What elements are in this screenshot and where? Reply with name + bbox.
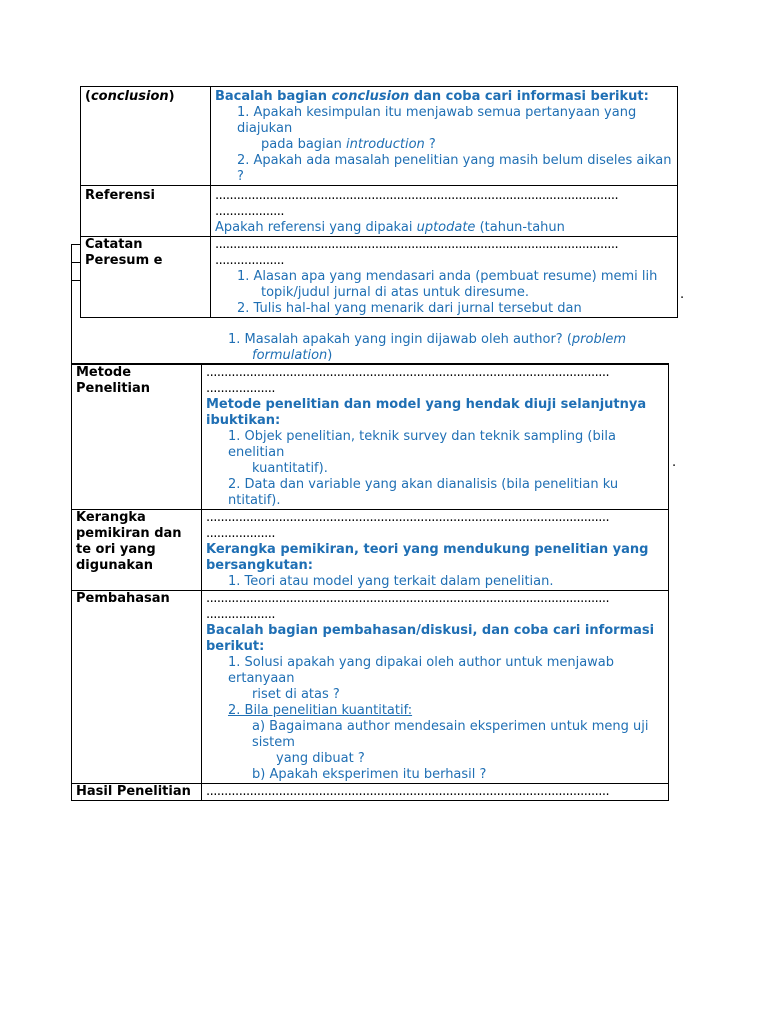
row-kerangka [72, 510, 669, 591]
conclusion-item-2: 2. Apakah ada masalah penelitian yang masih belum diseles aikan ? [237, 153, 672, 184]
metode-heading: Metode penelitian dan model yang hendak diuji selanjutnya ibuktikan: [206, 397, 647, 428]
back-table [71, 332, 669, 801]
metode-label: Metode Penelitian [72, 365, 202, 510]
hasil-label: Hasil Penelitian [72, 784, 202, 801]
referensi-dots-2: ................... [215, 204, 285, 219]
pembahasan-item-1: 1. Solusi apakah yang dipakai oleh author untuk menjawab ertanyaan [228, 655, 615, 686]
stray-dot-2: . [680, 287, 685, 302]
metode-item-1-cont: kuantitatif). [252, 461, 328, 476]
hasil-dots: ............................................................................................................... [206, 784, 610, 799]
kerangka-item-1: 1. Teori atau model yang terkait dalam penelitian. [228, 574, 554, 589]
catatan-dots: ............................................................................................................... [215, 237, 619, 252]
catatan-item-2: 2. Tulis hal-hal yang menarik dari jurnal tersebut dan [237, 301, 582, 316]
metode-content-cell [202, 365, 669, 510]
catatan-item-1: 1. Alasan apa yang mendasari anda (pembuat resume) memi lih [237, 269, 658, 284]
stray-dot-1: . [672, 455, 677, 470]
row-hasil [72, 784, 669, 801]
kerangka-dots: ............................................................................................................... [206, 510, 610, 525]
row-pembahasan [72, 591, 669, 784]
conclusion-item-1: 1. Apakah kesimpulan itu menjawab semua pertanyaan yang diajukan [237, 105, 637, 136]
pembahasan-dots-2: ................... [206, 607, 276, 622]
referensi-label: Referensi [81, 186, 211, 237]
pembahasan-item-2b: b) Apakah eksperimen itu berhasil ? [252, 767, 487, 782]
conclusion-item-1-cont: pada bagian introduction ? [261, 137, 436, 152]
pembahasan-heading: Bacalah bagian pembahasan/diskusi, dan coba cari informasi berikut: [206, 623, 655, 654]
metode-item-1: 1. Objek penelitian, teknik survey dan teknik sampling (bila enelitian [228, 429, 616, 460]
pembahasan-item-2: 2. Bila penelitian kuantitatif: [228, 703, 413, 718]
row-metode [72, 365, 669, 510]
kerangka-heading: Kerangka pemikiran, teori yang mendukung penelitian yang bersangkutan: [206, 542, 649, 573]
kerangka-label: Kerangka pemikiran dan te ori yang digunakan [72, 510, 202, 591]
referensi-content-cell [211, 186, 678, 237]
masalah-item-1: 1. Masalah apakah yang ingin dijawab oleh author? (problem [228, 332, 626, 347]
masalah-item-1-cont: formulation) [252, 348, 333, 363]
conclusion-heading: Bacalah bagian conclusion dan coba cari informasi berikut: [215, 89, 649, 104]
hasil-content-cell [202, 784, 669, 801]
row-catatan [81, 237, 678, 318]
metode-item-2: 2. Data dan variable yang akan dianalisis (bila penelitian ku ntitatif). [228, 477, 619, 508]
row-conclusion [81, 87, 678, 186]
conclusion-label: (conclusion) [81, 87, 211, 186]
metode-dots: ............................................................................................................... [206, 365, 610, 380]
kerangka-content-cell [202, 510, 669, 591]
pembahasan-item-2a-cont: yang dibuat ? [276, 751, 365, 766]
referensi-dots: ............................................................................................................... [215, 188, 619, 203]
catatan-label: Catatan Peresum e [81, 237, 211, 318]
pembahasan-label: Pembahasan [72, 591, 202, 784]
catatan-item-1-cont: topik/judul jurnal di atas untuk diresume. [261, 285, 529, 300]
catatan-dots-2: ................... [215, 253, 285, 268]
metode-dots-2: ................... [206, 381, 276, 396]
front-table [80, 86, 678, 318]
kerangka-dots-2: ................... [206, 526, 276, 541]
pembahasan-dots: ............................................................................................................... [206, 591, 610, 606]
pembahasan-item-1-cont: riset di atas ? [252, 687, 340, 702]
conclusion-content-cell [211, 87, 678, 186]
pembahasan-content-cell [202, 591, 669, 784]
referensi-text: Apakah referensi yang dipakai uptodate (tahun-tahun [215, 220, 565, 235]
row-referensi [81, 186, 678, 237]
pembahasan-item-2a: a) Bagaimana author mendesain eksperimen untuk meng uji sistem [252, 719, 649, 750]
catatan-content-cell [211, 237, 678, 318]
